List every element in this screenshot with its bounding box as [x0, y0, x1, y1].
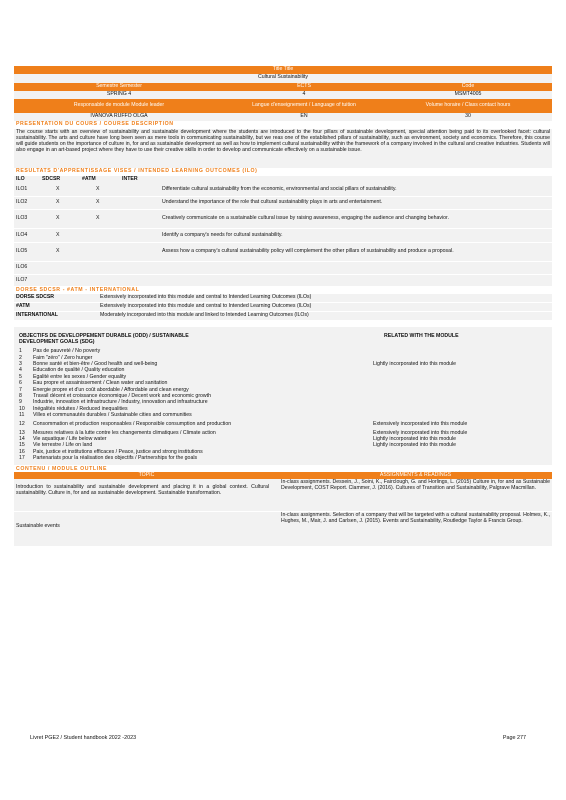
dorse-table [14, 294, 552, 320]
sdg-number: 2 [19, 354, 22, 361]
sdg-heading: OBJECTIFS DE DEVELOPPEMENT DURABLE (ODD) / SUSTAINABLE DEVELOPMENT GOALS (SDG) [19, 333, 189, 345]
ilo-row [14, 210, 552, 229]
sdg-number: 10 [19, 405, 25, 412]
sdg-related-heading: RELATED WITH THE MODULE [384, 333, 459, 339]
ilo-text: Differentiate cultural sustainability from the economic, environmental and social pillars of sustainability. [162, 186, 397, 193]
sdg-number: 12 [19, 420, 25, 427]
sdg-label: Paix, justice et institutions efficaces / Peace, justice and strong institutions [33, 448, 203, 455]
ilo-sdcsr-mark: X [56, 248, 60, 255]
sdg-block [14, 327, 552, 465]
dorse-row-text: Moderately incorporated into this module and linked to Intended Learning Outcomes (ILOs) [100, 312, 309, 319]
sdg-number: 16 [19, 448, 25, 455]
responsible-value: IVANOVA RUFFO OLGA [90, 113, 148, 119]
footer-handbook: Livret PGE2 / Student handbook 2022 -2023 [30, 735, 137, 741]
ilo-row [14, 262, 552, 275]
sdg-relation: Lightly incorporated into this module [373, 360, 457, 367]
content-assign: In-class assignments. Selection of a company that will be targeted with a cultural sustainability proposal. Holmes, K., Hughes, M., Mair, J. and Carlsen, J. (2015). Events and Sustainability, Routledge Taylor & Francis Group. [281, 512, 550, 525]
sdg-label: Vie aquatique / Life below water [33, 435, 107, 442]
ilo-heading: RESULTATS D'APPRENTISSAGE VISES / INTENDED LEARNING OUTCOMES (ILO) [16, 168, 258, 174]
semester-header-row [14, 83, 552, 91]
ilo-table [14, 184, 552, 287]
dorse-heading: DORSE SDCSR - #ATM - INTERNATIONAL [16, 287, 140, 293]
ilo-header-row [14, 176, 552, 184]
dorse-row [14, 294, 552, 303]
content-assign: In-class assignments. Dessein, J., Soini, K., Fairclough, G. and Horlings, L. (2015) Culture in, for and as Sustainable Development, COST Report. Clammer, J. (2016). Cultures of Transition and Sustainability, Palgrave Macmillan. [281, 479, 550, 492]
sdg-number: 9 [19, 399, 22, 406]
sdg-number: 17 [19, 455, 25, 462]
sdg-label: Bonne santé et bien-être / Good health and well-being [33, 360, 158, 367]
ilo-sdcsr-mark: X [56, 231, 60, 238]
sdg-relation: Extensively incorporated into this module [373, 429, 468, 436]
sdg-number: 5 [19, 373, 22, 380]
ilo-text: Creatively communicate on a sustainable cultural issue by raising awareness, engaging the audience and changing behavior. [162, 215, 449, 222]
ilo-id: ILO2 [16, 199, 28, 206]
sdg-number: 13 [19, 429, 25, 436]
ilo-id: ILO4 [16, 231, 28, 238]
sdg-list [14, 349, 552, 462]
sdg-item [14, 437, 552, 443]
semester-value-row [14, 91, 552, 99]
dorse-row-label: INTERNATIONAL [16, 312, 58, 319]
content-table [14, 479, 552, 546]
ilo-text: Identify a company's needs for cultural sustainability. [162, 231, 283, 238]
presentation-text: The course starts with an overview of sustainability and sustainable development where the students are introduced to the four pillars of sustainable development, special attention being paid to its overlooked facet: cultural sustainability. The arts and culture have long been seen as mere tools in communicating sustainability, but we reas one of the established pillars of sustainability, such as environment, society and economics. Therefore, this course will guide students on the importance of culture in, for and as sustainable development as well as how to implement cultural sustainability within the framework of a company involved in the cultural and creative industries. Students will also engage in an art-based project where they have to use their creative skills in order to develop and communicate effectively on a sustainable issue. [14, 129, 552, 168]
ilo-id: ILO1 [16, 186, 28, 193]
sdg-header-row [14, 333, 552, 349]
sdg-number: 8 [19, 392, 22, 399]
ilo-row [14, 197, 552, 210]
assign-col-header: ASSIGNMENTS & READINGS [379, 472, 452, 479]
sdg-label: Travail décent et croissance économique / Decent work and economic growth [33, 392, 212, 399]
title-value-bar [14, 74, 552, 83]
topic-col-header: TOPIC [138, 472, 155, 479]
code-value: MSMT4005 [454, 91, 482, 97]
content-row [14, 479, 552, 512]
sdg-label: Egalité entre les sexes / Gender equality [33, 373, 127, 380]
footer-page-number: Page 277 [502, 735, 526, 741]
volume-label: Volume horaire / Class contact hours [425, 102, 511, 109]
content-header-row [14, 472, 552, 479]
ilo-id: ILO6 [16, 264, 28, 271]
title-label-bar [14, 66, 552, 74]
content-topic: Sustainable events [16, 523, 60, 530]
ilo-row [14, 184, 552, 197]
volume-value: 30 [465, 113, 471, 119]
semester-label: Semestre Semester [96, 83, 142, 89]
dorse-row-text: Extensively incorporated into this module and central to Intended Learning Outcomes (ILOs) [100, 294, 312, 301]
content-row [14, 512, 552, 546]
ilo-row [14, 229, 552, 243]
language-value: EN [300, 113, 308, 119]
sdg-label: Energie propre et d'un coût abordable / Affordable and clean energy [33, 386, 189, 393]
ilo-sdcsr-mark: X [56, 186, 60, 193]
sdg-number: 11 [19, 412, 25, 419]
ilo-atm-mark: X [96, 215, 100, 222]
language-label: Langue d'enseignement / Language of tuition [252, 102, 356, 109]
sdg-relation: Lightly incorporated into this module [373, 435, 457, 442]
sdg-relation: Lightly incorporated into this module [373, 442, 457, 449]
ilo-atm-mark: X [96, 186, 100, 193]
sdg-label: Villes et communautés durables / Sustainable cities and communities [33, 412, 192, 419]
page-footer [30, 735, 526, 741]
sdg-number: 7 [19, 386, 22, 393]
dorse-row-text: Extensively incorporated into this module and central to Intended Learning Outcomes (ILOs) [100, 303, 312, 310]
ilo-text: Understand the importance of the role that cultural sustainability plays in arts and entertainment. [162, 199, 383, 206]
dorse-row-label: DORSE SDCSR [16, 294, 55, 301]
sdg-label: Consommation et production responsables / Responsible consumption and production [33, 420, 232, 427]
sdg-number: 6 [19, 380, 22, 387]
sdg-number: 14 [19, 435, 25, 442]
sdg-number: 4 [19, 367, 22, 374]
responsible-label: Responsable de module Module leader [73, 102, 165, 109]
ilo-col-header: ILO [16, 176, 25, 183]
ilo-row [14, 275, 552, 287]
sdg-relation: Extensively incorporated into this module [373, 420, 468, 427]
sdg-label: Education de qualité / Quality education [33, 367, 125, 374]
sdg-label: Pas de pauvreté / No poverty [33, 348, 101, 355]
sdg-number: 1 [19, 348, 22, 355]
ilo-text: Assess how a company's cultural sustainability policy will complement the other pillars of sustainability and produce a proposal. [162, 248, 454, 255]
sdcsr-col-header: SDCSR [42, 176, 61, 183]
sdg-item [14, 419, 552, 430]
content-topic: Introduction to sustainability and sustainable development and placing it in a global context. Cultural sustainability. Culture in, for and as sustainable development. Sustainable transformation. [16, 484, 269, 497]
dorse-row-label: #ATM [16, 303, 30, 310]
ects-value: 4 [302, 91, 306, 97]
sdg-label: Partenariats pour la réalisation des objectifs / Partnerships for the goals [33, 455, 198, 462]
ilo-atm-mark: X [96, 199, 100, 206]
code-label: Code [461, 83, 475, 89]
ects-label: ECTS [297, 83, 311, 89]
title-label: Title Title [272, 66, 294, 72]
sdg-label: Faim "zéro" / Zero hunger [33, 354, 93, 361]
sdg-number: 3 [19, 360, 22, 367]
ilo-id: ILO3 [16, 215, 28, 222]
sdg-label: Eau propre et assainissement / Clean water and sanitation [33, 380, 168, 387]
semester-value: SPRING 4 [106, 91, 132, 97]
ilo-row [14, 243, 552, 262]
module-sheet [14, 66, 552, 546]
sdg-label: Inégalités réduites / Reduced inequalities [33, 405, 128, 412]
dorse-row [14, 303, 552, 312]
dorse-row [14, 312, 552, 320]
sdg-item [14, 456, 552, 462]
sdg-label: Industrie, innovation et infrastructure / Industry, innovation and infrastructure [33, 399, 208, 406]
sdg-label: Mesures relatives à la lutte contre les changements climatiques / Climate action [33, 429, 216, 436]
sdg-label: Vie terrestre / Life on land [33, 442, 93, 449]
module-title: Cultural Sustainability [258, 74, 308, 80]
ilo-id: ILO5 [16, 248, 28, 255]
ilo-sdcsr-mark: X [56, 215, 60, 222]
inter-col-header: INTER [122, 176, 138, 183]
content-heading: CONTENU / MODULE OUTLINE [16, 466, 108, 473]
presentation-heading: PRESENTATION DU COURS / COURSE DESCRIPTION [16, 121, 174, 127]
atm-col-header: #ATM [82, 176, 96, 183]
responsible-header-row [14, 99, 552, 113]
ilo-id: ILO7 [16, 276, 28, 283]
responsible-value-row [14, 113, 552, 121]
ilo-sdcsr-mark: X [56, 199, 60, 206]
sdg-number: 15 [19, 442, 25, 449]
